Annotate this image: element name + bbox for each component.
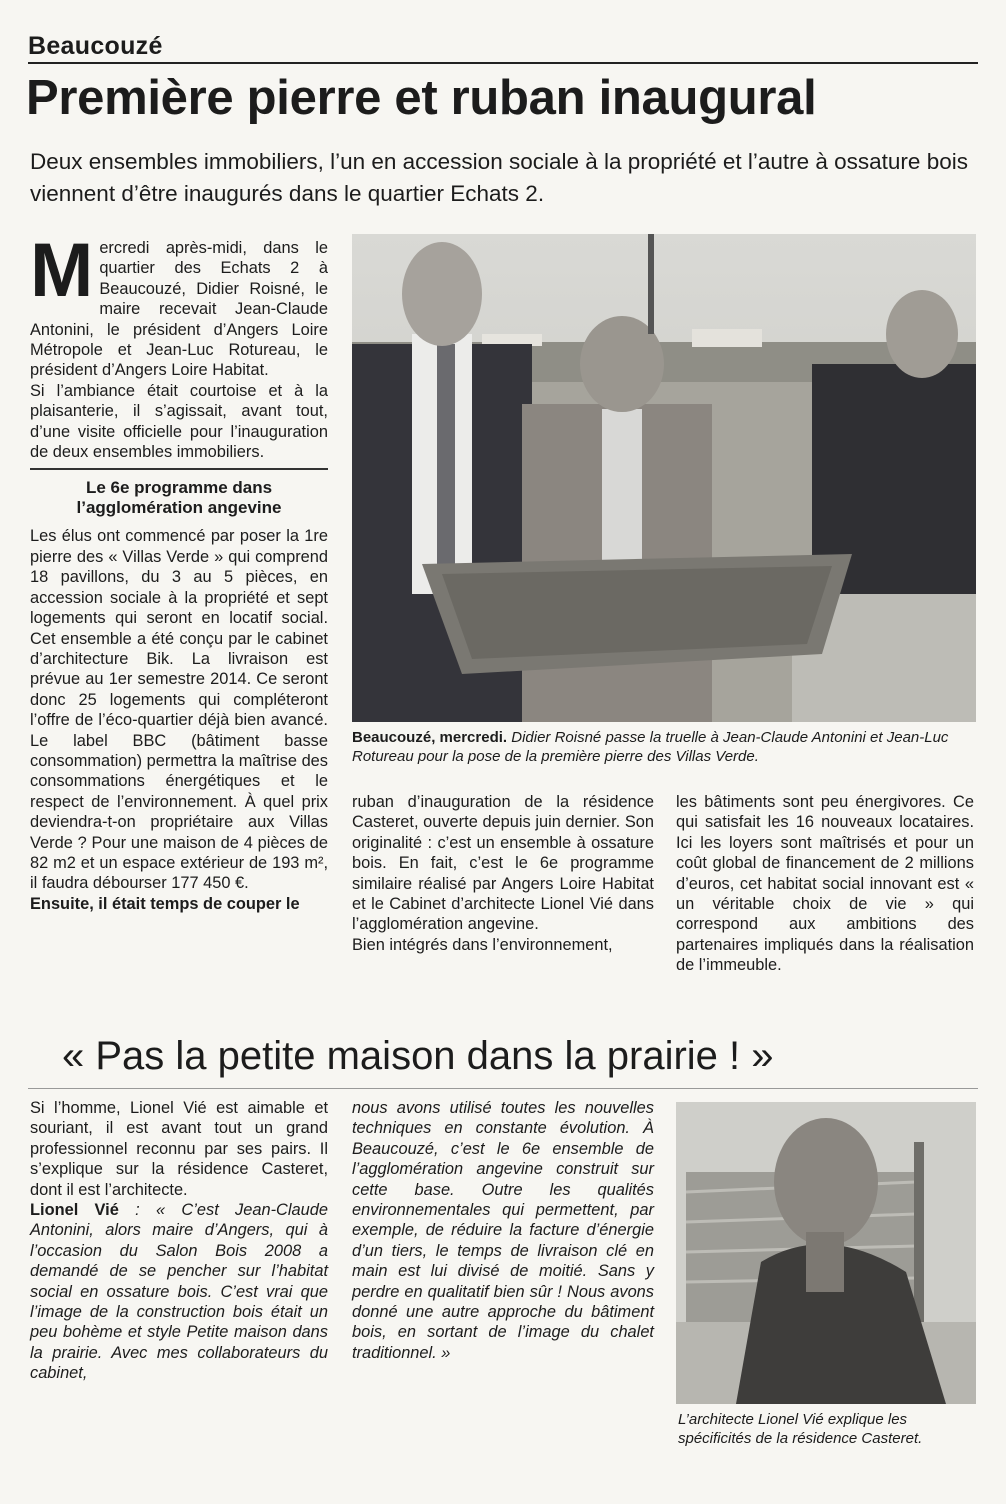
article-lead: Deux ensembles immobiliers, l’un en accession sociale à la propriété et l’autre à ossature bois viennent d’être inaugurés dans le quartier Echats 2. [30,149,968,206]
photo-officials-image [352,234,976,722]
interview-quote-2: nous avons utilisé toutes les nouvelles techniques en constante évolution. À Beaucouzé, c’est le 6e ensemble de l’agglomération angevine construit sur cette base. Outre les qualités environnementales qui permettent, par exemple, de réduire la facture d’énergie d’un tiers, le temps de livraison clé en main est lui divisé de moitié. Sans y perdre en qualitatif bien sûr ! Nous avons donné une autre approche du bâtiment bois, en sortant de l’image du chalet traditionnel. » [352,1099,654,1362]
interview-rule [28,1088,978,1089]
heading-rule [28,62,978,64]
interview-column-1 [30,1098,328,1384]
photo-architect-image [676,1102,976,1404]
caption-text: Didier Roisné passe la truelle à Jean-Claude Antonini et Jean-Luc Rotureau pour la pose de la première pierre des Villas Verde. [352,729,949,765]
caption-lead: Beaucouzé, mercredi. [352,729,508,746]
interview-quote-1: : « C’est Jean-Claude Antonini, alors maire d’Angers, qui à l’occasion du Salon Bois 2008 a demandé de se pencher sur l’habitat social en ossature bois. C’est vrai que l’image de la construction bois était un peu bohème et style Petite maison dans la prairie. Avec mes collaborateurs du cabinet, [30,1201,328,1383]
drop-cap: M [30,228,94,313]
article-column-3 [676,792,974,976]
paragraph-2: Si l’ambiance était courtoise et à la plaisanterie, il s’agissait, avant tout, d’une visite officielle pour l’inauguration de deux ensembles immobiliers. [30,381,328,462]
column-2-end: Bien intégrés dans l’environnement, [352,935,613,954]
intro-paragraph: ercredi après-midi, dans le quartier des Echats 2 à Beaucouzé, Didier Roisné, le maire recevait Jean-Claude Antonini, le président d’Angers Loire Métropole et Jean-Luc Rotureau, le président d’Angers Loire Habitat. [30,239,328,380]
interview-title: « Pas la petite maison dans la prairie ! » [62,1034,774,1078]
column-1-body: Les élus ont commencé par poser la 1re pierre des « Villas Verde » qui comprend 18 pavillons, du 3 au 5 pièces, en accession sociale à la propriété et sept logements qui seront en locatif social. Cet ensemble a été conçu par le cabinet d’architecture Bik. La livraison est prévue au 1er semestre 2014. Ce seront donc 25 logements qui compléteront l’offre de l’éco-quartier déjà bien avancé. Le label BBC (bâtiment basse consommation) permettra la maîtrise des consommations énergétiques et le respect de l’environnement. À quel prix deviendra-t-on propriétaire aux Villas Verde ? Pour une maison de 4 pièces de 82 m2 et un espace extérieur de 193 m², il faudra débourser 177 450 €. [30,527,328,893]
interview-column-2 [352,1098,654,1363]
column-1-end: Ensuite, il était temps de couper le [30,894,300,913]
article-column-1 [30,228,328,914]
interview-intro: Si l’homme, Lionel Vié est aimable et souriant, il est avant tout un grand professionnel reconnu par ses pairs. Il s’explique sur la résidence Casteret, dont il est l’architecte. [30,1099,328,1199]
article-title: Première pierre et ruban inaugural [26,71,817,125]
photo-officials [352,234,976,722]
subheading: Le 6e programme dans l’agglomération angevine [30,468,328,518]
section-heading: Beaucouzé [28,32,163,60]
column-3-body: les bâtiments sont peu énergivores. Ce qui satisfait les 16 nouveaux locataires. Ici les loyers sont maîtrisés et pour un coût global de financement de 2 millions d’euros, cet habitat social innovant est « un véritable choix de vie » qui correspond aux ambitions des partenaires impliqués dans la réalisation de l’immeuble. [676,793,974,975]
photo-officials-caption [352,728,972,766]
article-column-2 [352,792,654,955]
photo-architect-caption: L’architecte Lionel Vié explique les spécificités de la résidence Casteret. [678,1411,923,1447]
column-2-body: ruban d’inauguration de la résidence Casteret, ouverte depuis juin dernier. Son originalité : c’est un ensemble à ossature bois. En fait, c’est le 6e programme similaire réalisé par Angers Loire Habitat et le Cabinet d’architecte Lionel Vié dans l’agglomération angevine. [352,793,654,934]
interview-speaker: Lionel Vié [30,1201,119,1220]
photo-architect [676,1102,976,1404]
